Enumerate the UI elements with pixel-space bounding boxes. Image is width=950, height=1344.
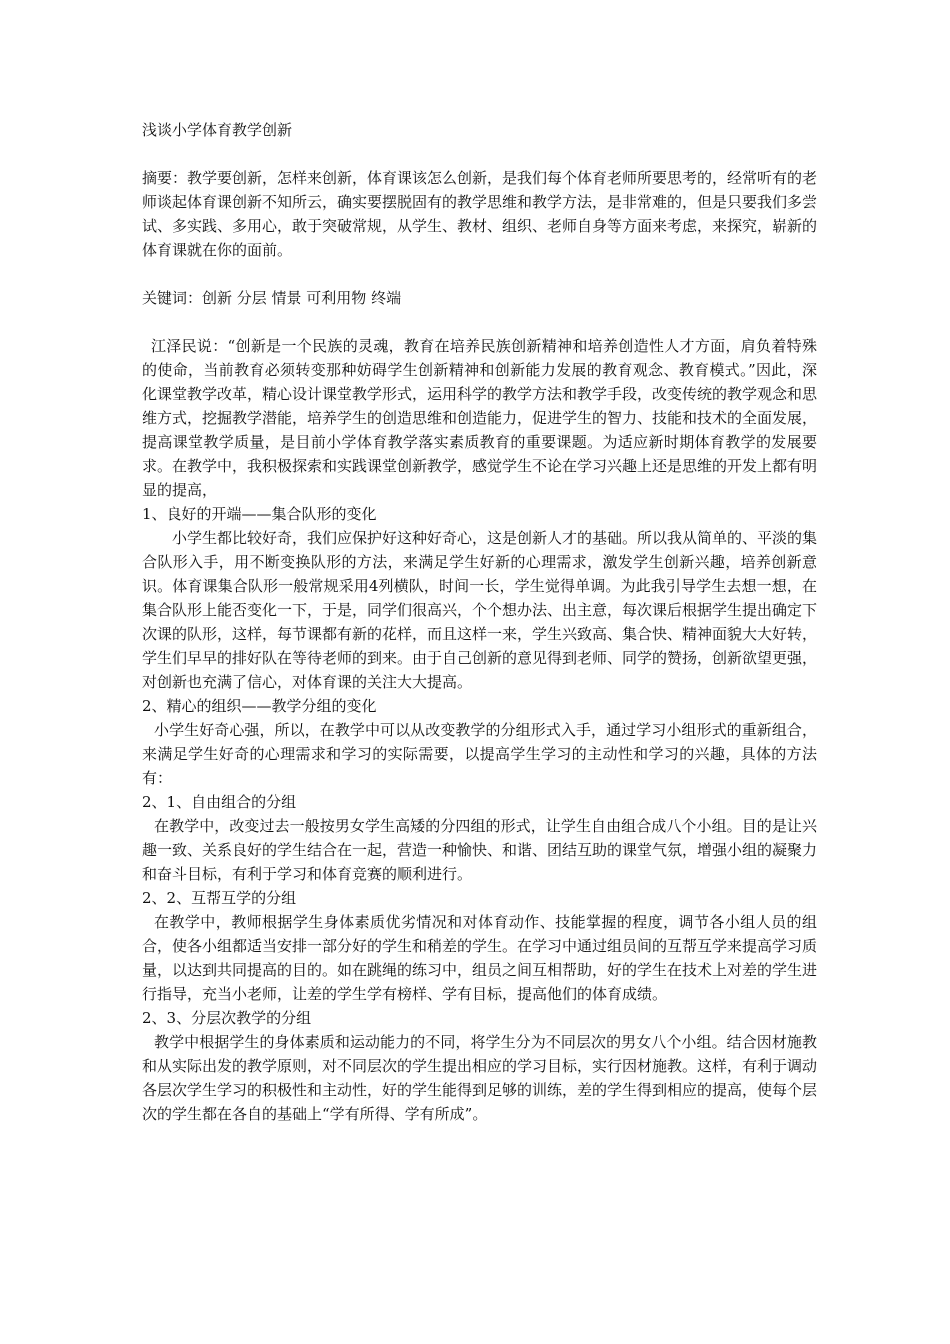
section1-heading: 1、良好的开端——集合队形的变化	[142, 505, 377, 523]
subsection-2-3-heading: 2、3、分层次教学的分组	[142, 1009, 312, 1027]
document-title: 浅谈小学体育教学创新	[142, 121, 293, 139]
subsection-2-1-heading: 2、1、自由组合的分组	[142, 793, 297, 811]
abstract-paragraph: 摘要：教学要创新，怎样来创新，体育课该怎么创新，是我们每个体育老师所要思考的，经常听有的老师谈起体育课创新不知所云，确实要摆脱固有的教学思维和教学方法，是非常难的，但是只要我们多尝试、多实践、多用心，敢于突破常规，从学生、教材、组织、老师自身等方面来考虑，来探究，崭新的体育课就在你的面前。	[142, 169, 818, 259]
subsection-2-1-body: 在教学中，改变过去一般按男女学生高矮的分四组的形式，让学生自由组合成八个小组。目的是让兴趣一致、关系良好的学生结合在一起，营造一种愉快、和谐、团结互助的课堂气氛，增强小组的凝聚力和奋斗目标，有利于学习和体育竞赛的顺利进行。	[142, 817, 818, 883]
subsection-2-2-heading: 2、2、互帮互学的分组	[142, 889, 297, 907]
subsection-2-2-body: 在教学中，教师根据学生身体素质优劣情况和对体育动作、技能掌握的程度，调节各小组人员的组合，使各小组都适当安排一部分好的学生和稍差的学生。在学习中通过组员间的互帮互学来提高学习质量，以达到共同提高的目的。如在跳绳的练习中，组员之间互相帮助，好的学生在技术上对差的学生进行指导，充当小老师，让差的学生学有榜样、学有目标，提高他们的体育成绩。	[142, 913, 818, 1003]
subsection-2-3-body: 教学中根据学生的身体素质和运动能力的不同，将学生分为不同层次的男女八个小组。结合因材施教和从实际出发的教学原则，对不同层次的学生提出相应的学习目标，实行因材施教。这样，有利于调动各层次学生学习的积极性和主动性，好的学生能得到足够的训练，差的学生得到相应的提高，使每个层次的学生都在各自的基础上“学有所得、学有所成”。	[142, 1033, 818, 1123]
document-page	[142, 118, 817, 1126]
section2-body: 小学生好奇心强，所以，在教学中可以从改变教学的分组形式入手，通过学习小组形式的重新组合，来满足学生好奇的心理需求和学习的实际需要，以提高学生学习的主动性和学习的兴趣，具体的方法有：	[142, 721, 817, 787]
intro-paragraph: 江泽民说：“创新是一个民族的灵魂，教育在培养民族创新精神和培养创造性人才方面，肩负着特殊的使命，当前教育必须转变那种妨碍学生创新精神和创新能力发展的教育观念、教育模式。”因此，深化课堂教学改革，精心设计课堂教学形式，运用科学的教学方法和教学手段，改变传统的教学观念和思维方式，挖掘教学潜能，培养学生的创造思维和创造能力，促进学生的智力、技能和技术的全面发展，提高课堂教学质量，是目前小学体育教学落实素质教育的重要课题。为适应新时期体育教学的发展要求。在教学中，我积极探索和实践课堂创新教学，感觉学生不论在学习兴趣上还是思维的开发上都有明显的提高，	[142, 337, 818, 499]
keywords-line: 关键词：创新 分层 情景 可利用物 终端	[142, 289, 402, 307]
section2-heading: 2、精心的组织——教学分组的变化	[142, 697, 377, 715]
section1-body: 小学生都比较好奇，我们应保护好这种好奇心，这是创新人才的基础。所以我从简单的、平淡的集合队形入手，用不断变换队形的方法，来满足学生好新的心理需求，激发学生创新兴趣，培养创新意识。体育课集合队形一般常规采用4列横队，时间一长，学生觉得单调。为此我引导学生去想一想，在集合队形上能否变化一下，于是，同学们很高兴，个个想办法、出主意，每次课后根据学生提出确定下次课的队形，这样，每节课都有新的花样，而且这样一来，学生兴致高、集合快、精神面貌大大好转，学生们早早的排好队在等待老师的到来。由于自己创新的意见得到老师、同学的赞扬，创新欲望更强，对创新也充满了信心，对体育课的关注大大提高。	[142, 529, 818, 691]
